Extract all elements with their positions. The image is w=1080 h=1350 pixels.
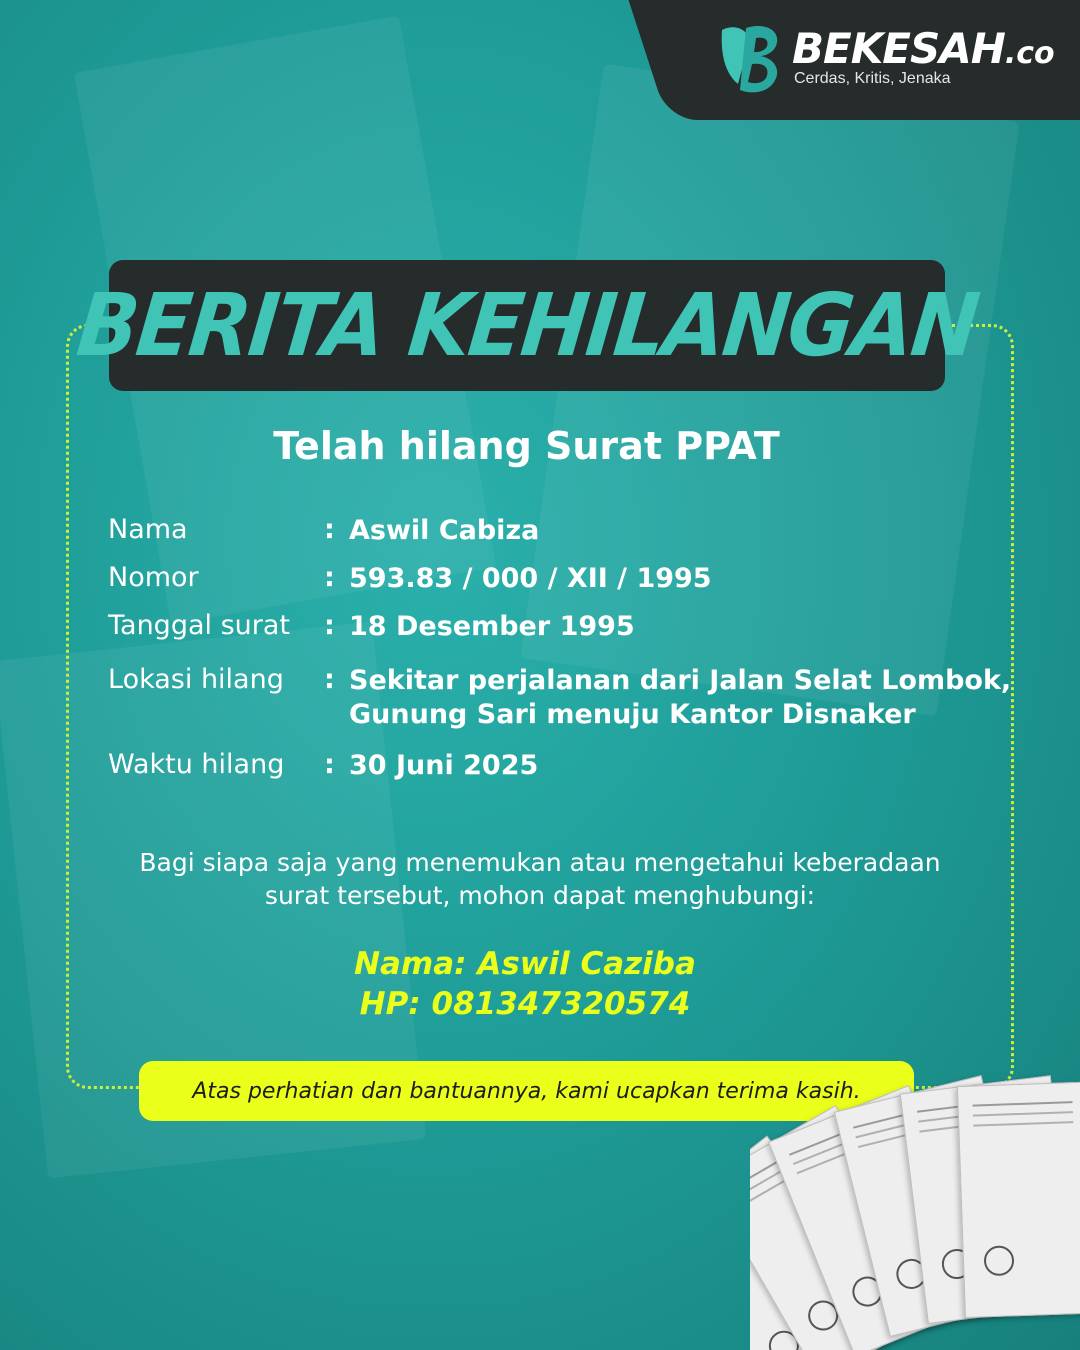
brand-name: BEKESAH.co	[792, 24, 1055, 73]
detail-value: 593.83 / 000 / XII / 1995	[349, 563, 712, 594]
detail-colon: :	[324, 562, 335, 593]
detail-label: Lokasi hilang	[108, 664, 284, 695]
detail-value: Aswil Cabiza	[349, 515, 540, 546]
certificate-document	[957, 1081, 1080, 1318]
detail-label: Nomor	[108, 562, 199, 593]
subtitle: Telah hilang Surat PPAT	[273, 424, 780, 468]
thanks-text: Atas perhatian dan bantuannya, kami ucapkan terima kasih.	[192, 1078, 861, 1104]
brand-tagline: Cerdas, Kritis, Jenaka	[794, 70, 951, 87]
detail-label: Tanggal surat	[108, 610, 290, 641]
detail-label: Nama	[108, 514, 188, 545]
bekesah-logo-icon	[716, 20, 788, 96]
detail-value: 30 Juni 2025	[349, 750, 539, 781]
contact-phone: HP: 081347320574	[359, 986, 691, 1022]
contact-name: Nama: Aswil Caziba	[354, 946, 696, 982]
certificate-documents-icon	[750, 1060, 1080, 1350]
message-line: Bagi siapa saja yang menemukan atau mengetahui keberadaan	[139, 848, 941, 877]
detail-colon: :	[324, 514, 335, 545]
detail-colon: :	[324, 664, 335, 695]
detail-value: 18 Desember 1995	[349, 611, 635, 642]
brand-suffix: .co	[1004, 36, 1055, 71]
title-banner	[72, 260, 982, 391]
detail-value-line2: Gunung Sari menuju Kantor Disnaker	[349, 699, 916, 730]
brand-logo-badge	[678, 0, 1080, 120]
detail-label: Waktu hilang	[108, 749, 285, 780]
detail-colon: :	[324, 749, 335, 780]
detail-colon: :	[324, 610, 335, 641]
contact-message	[60, 846, 1020, 912]
message-line: surat tersebut, mohon dapat menghubungi:	[264, 881, 816, 910]
page-title: BERITA KEHILANGAN	[72, 275, 982, 376]
detail-value-line1: Sekitar perjalanan dari Jalan Selat Lombok,	[349, 665, 1012, 696]
